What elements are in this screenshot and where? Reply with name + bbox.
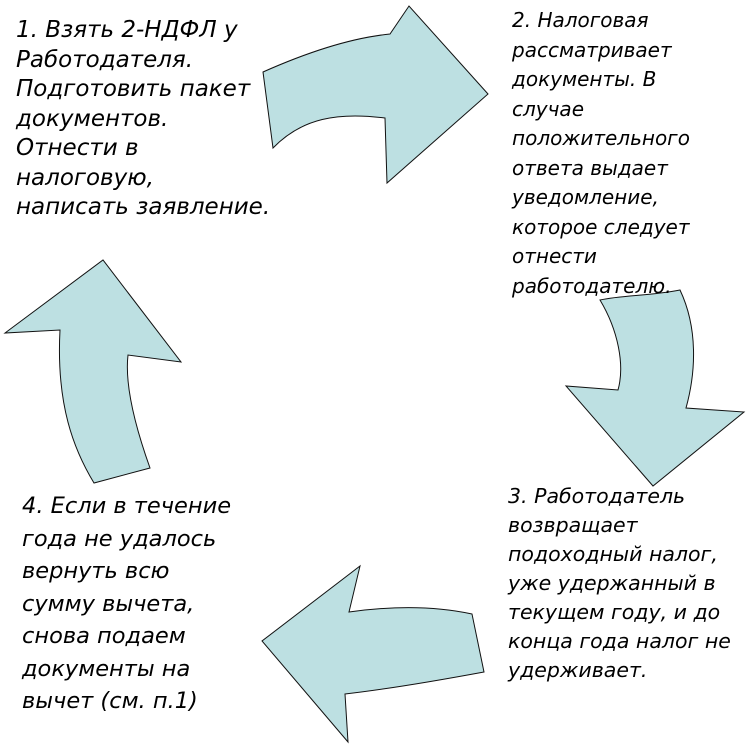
step-1-line-6: налоговую, [16,164,154,191]
step-4-line-5: снова подаем [22,623,186,649]
step-2-line-10: работодателю. [512,273,672,298]
step-1-text [16,16,270,223]
step-2-line-4: случае [512,96,584,121]
step-4-line-3: вернуть всю [22,558,170,584]
step-2-line-6: ответа выдает [512,155,668,180]
step-4-line-7: вычет (см. п.1) [22,688,198,714]
step-2-line-2: рассматривает [512,37,672,62]
step-1-line-2: Работодателя. [16,46,194,73]
step-3-line-2: возвращает [508,513,638,537]
step-3-line-5: текущем году, и до [508,600,721,624]
step-3-line-7: удерживает. [508,658,648,682]
arrow-step3-to-step4 [262,566,484,742]
step-2-line-7: уведомление, [512,185,659,209]
step-3-line-3: подоходный налог, [508,542,718,566]
step-4-text [22,490,231,718]
step-2-line-1: 2. Налоговая [512,8,649,32]
step-1-line-3: Подготовить пакет [16,76,251,102]
step-3-line-1: 3. Работодатель [508,484,686,508]
arrow-step4-to-step1 [5,260,181,483]
step-4-line-1: 4. Если в течение [22,493,232,519]
arrow-step1-to-step2 [263,6,488,183]
step-4-line-2: года не удалось [22,525,217,552]
step-3-line-6: конца года налог не [508,629,731,653]
step-2-line-3: документы. В [512,67,657,91]
step-1-line-1: 1. Взять 2-НДФЛ у [16,17,238,43]
arrow-step2-to-step3 [566,290,744,486]
step-2-text [512,6,690,301]
step-1-line-4: документов. [16,105,169,132]
step-2-line-5: положительного [512,126,690,150]
step-4-line-6: документы на [22,655,191,682]
step-2-line-9: отнести [512,244,597,268]
step-1-line-7: написать заявление. [16,194,271,220]
step-3-line-4: уже удержанный в [508,571,716,595]
step-2-line-8: которое следует [512,214,690,239]
step-3-text [508,482,731,685]
step-1-line-5: Отнести в [16,135,139,161]
step-4-line-4: сумму вычета, [22,590,195,617]
